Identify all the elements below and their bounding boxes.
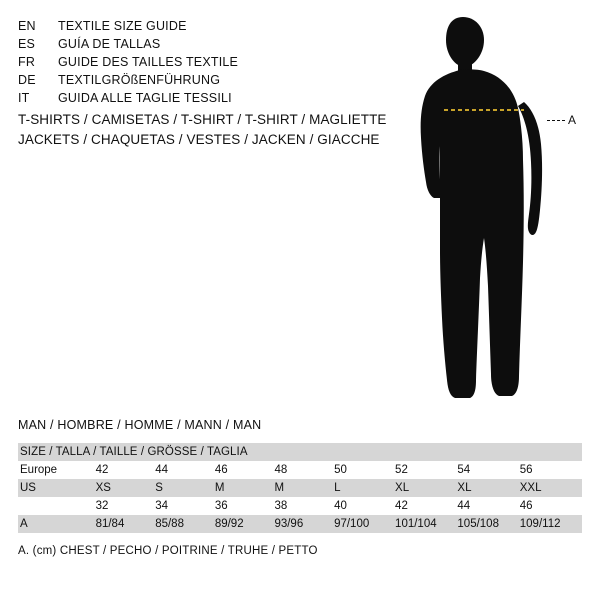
language-row bbox=[18, 71, 358, 89]
language-title: TEXTILGRÖßENFÜHRUNG bbox=[58, 73, 221, 87]
table-cell: 32 bbox=[96, 497, 156, 515]
table-cell: 105/108 bbox=[457, 515, 519, 533]
table-cell: 109/112 bbox=[520, 515, 582, 533]
language-code: ES bbox=[18, 37, 36, 51]
row-label: Europe bbox=[18, 461, 96, 479]
table-cell: 42 bbox=[395, 497, 457, 515]
table-cell: 38 bbox=[274, 497, 334, 515]
table-cell: 46 bbox=[215, 461, 275, 479]
section-header-man: MAN / HOMBRE / HOMME / MANN / MAN bbox=[18, 418, 262, 432]
row-label bbox=[18, 497, 96, 515]
language-row bbox=[18, 89, 358, 107]
table-cell: M bbox=[274, 479, 334, 497]
table-row bbox=[18, 461, 582, 479]
table-header-label: SIZE / TALLA / TAILLE / GRÖSSE / TAGLIA bbox=[18, 443, 582, 461]
table-cell: S bbox=[155, 479, 215, 497]
table-cell: 50 bbox=[334, 461, 395, 479]
language-code: DE bbox=[18, 73, 36, 87]
table-cell: XL bbox=[395, 479, 457, 497]
table-cell: 36 bbox=[215, 497, 275, 515]
language-list bbox=[18, 17, 358, 107]
table-cell: 44 bbox=[457, 497, 519, 515]
table-cell: 44 bbox=[155, 461, 215, 479]
table-row bbox=[18, 479, 582, 497]
table-cell: 34 bbox=[155, 497, 215, 515]
table-cell: 85/88 bbox=[155, 515, 215, 533]
language-row bbox=[18, 35, 358, 53]
male-figure-illustration bbox=[400, 10, 600, 410]
measure-label-a: A bbox=[568, 113, 577, 127]
table-cell: 101/104 bbox=[395, 515, 457, 533]
table-cell: 40 bbox=[334, 497, 395, 515]
table-cell: 89/92 bbox=[215, 515, 275, 533]
table-cell: 46 bbox=[520, 497, 582, 515]
table-cell: XXL bbox=[520, 479, 582, 497]
language-row bbox=[18, 53, 358, 71]
category-jackets: JACKETS / CHAQUETAS / VESTES / JACKEN / GIACCHE bbox=[18, 132, 380, 147]
body-silhouette-icon bbox=[400, 10, 600, 410]
category-tshirts: T-SHIRTS / CAMISETAS / T-SHIRT / T-SHIRT / MAGLIETTE bbox=[18, 112, 387, 127]
language-title: GUÍA DE TALLAS bbox=[58, 37, 161, 51]
size-table bbox=[18, 443, 582, 533]
language-code: EN bbox=[18, 19, 36, 33]
language-title: TEXTILE SIZE GUIDE bbox=[58, 19, 187, 33]
language-title: GUIDA ALLE TAGLIE TESSILI bbox=[58, 91, 232, 105]
table-cell: 42 bbox=[96, 461, 156, 479]
measurement-footnote: A. (cm) CHEST / PECHO / POITRINE / TRUHE / PETTO bbox=[18, 545, 318, 557]
table-cell: XS bbox=[96, 479, 156, 497]
row-label: A bbox=[18, 515, 96, 533]
garment-category-list bbox=[18, 110, 398, 150]
table-cell: 81/84 bbox=[96, 515, 156, 533]
table-cell: 56 bbox=[520, 461, 582, 479]
table-cell: 93/96 bbox=[274, 515, 334, 533]
row-label: US bbox=[18, 479, 96, 497]
table-header-row bbox=[18, 443, 582, 461]
table-cell: 48 bbox=[274, 461, 334, 479]
table-cell: 97/100 bbox=[334, 515, 395, 533]
table-cell: L bbox=[334, 479, 395, 497]
table-cell: 54 bbox=[457, 461, 519, 479]
language-code: FR bbox=[18, 55, 36, 69]
measure-leader-line bbox=[547, 120, 565, 121]
language-title: GUIDE DES TAILLES TEXTILE bbox=[58, 55, 239, 69]
table-cell: 52 bbox=[395, 461, 457, 479]
language-code: IT bbox=[18, 91, 30, 105]
table-cell: XL bbox=[457, 479, 519, 497]
table-row bbox=[18, 515, 582, 533]
table-cell: M bbox=[215, 479, 275, 497]
language-row bbox=[18, 17, 358, 35]
table-row bbox=[18, 497, 582, 515]
